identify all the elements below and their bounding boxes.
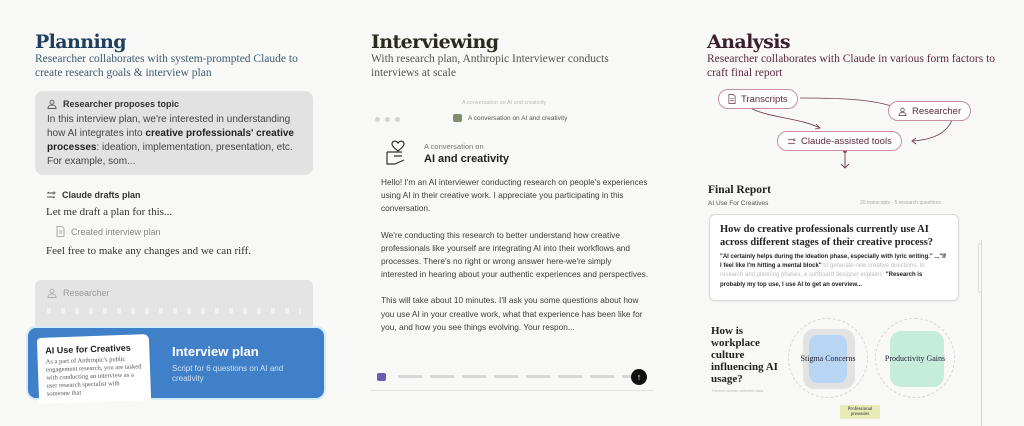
report-title: Final Report — [708, 184, 771, 196]
response-input[interactable] — [371, 363, 653, 391]
claude-tools-node[interactable]: Claude-assisted tools — [777, 131, 902, 151]
planning-subtitle: Researcher collaborates with system-prompted Claude to create research goals & interview plan — [35, 53, 298, 79]
document-icon — [728, 94, 736, 104]
researcher-card-body: In this interview plan, we're interested in understanding how AI integrates into creative professionals' creative processes: ideation, implementation, presentation, etc. For example, som... — [47, 114, 294, 167]
claude-message — [46, 190, 316, 257]
scrollbar-thumb[interactable] — [978, 243, 982, 293]
interview-plan-subtitle: Script for 6 questions on AI and creativity — [172, 364, 284, 383]
report-subtitle: AI Use For Creatives — [708, 200, 769, 207]
interviewer-message: Hello! I'm an AI interviewer conducting research on people's experiences using AI in their creative work. I appreciate you participating in this conversation. We're conducting this research to better understand how creative professionals like yourself are integrating AI into their workflows and processes. There's no right or wrong answer here-we're simply interested in hearing about your authentic experiences and perspectives. This will take about 10 minutes. I'll ask you some questions about how you use AI in your creative work, what that experience has been like for you, and how you see things evolving. Your respon... — [381, 177, 649, 332]
conversation-tab[interactable]: A conversation on AI and creativity — [453, 114, 567, 122]
claude-tool-icon — [46, 190, 56, 200]
document-icon — [56, 226, 65, 237]
planning-title: Planning — [35, 31, 126, 53]
interviewing-title: Interviewing — [371, 31, 499, 53]
window-controls — [375, 117, 400, 122]
researcher-node[interactable]: Researcher — [888, 101, 971, 121]
conversation-header: A conversation on AI and creativity — [384, 138, 509, 168]
user-icon — [898, 107, 907, 116]
researcher-message-card — [35, 91, 313, 175]
ghost-text — [47, 308, 301, 314]
background-tab[interactable]: A conversation on AI and creativity — [462, 100, 547, 106]
researcher-ghost-card: Researcher — [35, 280, 313, 330]
research-question-card[interactable] — [709, 214, 959, 301]
cluster-stigma[interactable]: Stigma Concerns — [788, 318, 868, 398]
send-button[interactable]: ↑ — [631, 369, 647, 385]
interviewing-subtitle: With research plan, Anthropic Interviewer conducts interviews at scale — [371, 53, 609, 79]
interview-plan-title: Interview plan — [172, 344, 259, 359]
typing-placeholder — [398, 375, 631, 378]
claude-line-1: Let me draft a plan for this... — [46, 206, 173, 218]
report-meta: 20 transcripts · 5 research questions — [860, 200, 941, 206]
question-2-note: Themes across selected data — [711, 388, 764, 393]
transcripts-node[interactable]: Transcripts — [718, 89, 798, 109]
user-icon — [47, 288, 57, 298]
interview-plan-artifact[interactable] — [28, 328, 324, 398]
question-1: How do creative professionals currently use AI across different stages of their creative process? — [720, 224, 934, 248]
question-2: How is workplace culture influencing AI usage? — [711, 325, 778, 385]
analysis-subtitle: Researcher collaborates with Claude in various form factors to craft final report — [707, 53, 996, 79]
quotes: "AI certainly helps during the ideation phase, especially with lyric writing." ..."If I feel like I'm hitting a mental block" to generate new creative directions, to research and planning phases, a surfboard designer explains: "Research is probably my top use, I use AI to get an overview... — [720, 254, 946, 288]
analysis-title: Analysis — [707, 31, 790, 53]
interviewing-panel — [340, 0, 690, 426]
hand-heart-icon — [384, 138, 414, 168]
claude-tool-icon — [787, 137, 796, 146]
researcher-card-header: Researcher proposes topic — [63, 99, 180, 109]
cluster-productivity[interactable]: Productivity Gains — [875, 318, 955, 398]
document-preview: AI Use for Creatives As a part of Anthropic's public engagement research, you are tasked with conducting an interview as a user research specialist with someone that — [37, 334, 151, 404]
artifact-link[interactable]: Created interview plan — [56, 226, 316, 237]
claude-card-header: Claude drafts plan — [62, 190, 141, 200]
analysis-panel — [690, 0, 1024, 426]
interviewer-avatar-icon — [453, 114, 462, 122]
user-icon — [47, 99, 57, 109]
planning-panel — [0, 0, 340, 426]
claude-line-2: Feel free to make any changes and we can riff. — [46, 245, 252, 257]
cluster-professional[interactable]: Professional pressures — [840, 405, 880, 419]
user-avatar-icon — [377, 373, 386, 381]
